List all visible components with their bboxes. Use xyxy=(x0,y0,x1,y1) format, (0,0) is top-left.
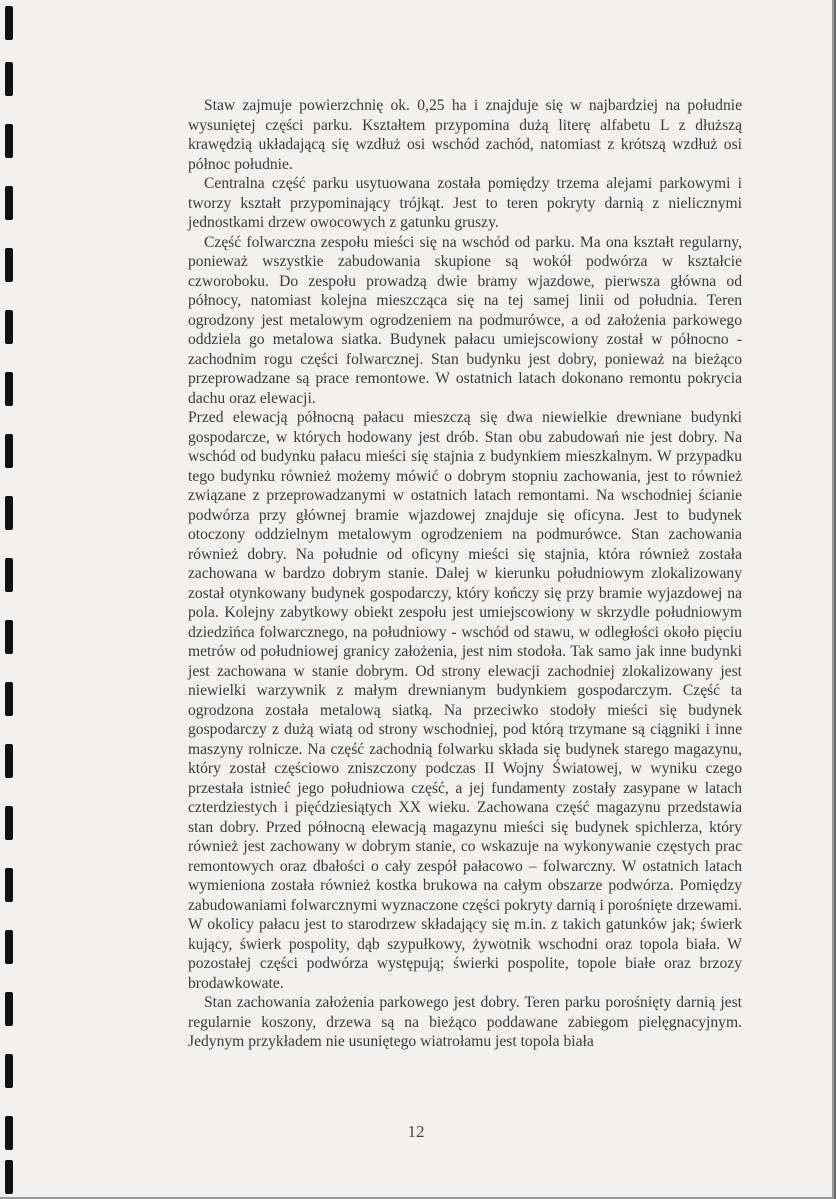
paragraph: Staw zajmuje powierzchnię ok. 0,25 ha i znajduje się w najbardziej na południe wysuniętej części parku. Kształtem przypomina dużą literę alfabetu L z dłuższą krawędzią układającą się wzdłuż osi wschód zachód, natomiast z krótszą wzdłuż osi północ południe. xyxy=(188,97,742,173)
binding-hole xyxy=(5,992,13,1026)
paragraph: Część folwarczna zespołu mieści się na wschód od parku. Ma ona kształt regularny, ponieważ wszystkie zabudowania skupione są wokół podwórza w kształcie czworoboku. Do zespołu prowadzą dwie bramy wjazdowe, pierwsza główna od północy, natomiast kolejna mieszcząca się na tej samej linii od południa. Teren ogrodzony jest metalowym ogrodzeniem na podmurówce, a od założenia parkowego oddziela go metalowa siatka. Budynek pałacu umiejscowiony został w północno - zachodnim rogu części folwarcznej. Stan budynku jest dobry, ponieważ na bieżąco przeprowadzane są prace remontowe. W ostatnich latach dokonano remontu pokrycia dachu oraz elewacji. xyxy=(188,233,742,407)
paragraph: Centralna część parku usytuowana została pomiędzy trzema alejami parkowymi i tworzy kształt przypominający trójkąt. Jest to teren pokryty darnią z nielicznymi jednostkami drzew owocowych z gatunku gruszy. xyxy=(188,175,742,231)
binding-hole xyxy=(5,496,13,530)
paragraph: Stan zachowania założenia parkowego jest dobry. Teren parku porośnięty darnią jest regularnie koszony, drzewa są na bieżąco poddawane zabiegom pielęgnacyjnym. Jedynym przykładem nie usuniętego wiatrołamu jest topola biała xyxy=(188,994,742,1050)
binding-hole xyxy=(5,682,13,716)
binding-hole xyxy=(5,310,13,344)
binding-hole xyxy=(5,558,13,592)
binding-hole xyxy=(5,372,13,406)
binding-hole xyxy=(5,248,13,282)
binding-hole xyxy=(5,6,13,40)
binding-hole xyxy=(5,868,13,902)
binding-holes xyxy=(0,0,20,1199)
binding-hole xyxy=(5,186,13,220)
binding-hole xyxy=(5,124,13,158)
binding-hole xyxy=(5,62,13,96)
binding-hole xyxy=(5,806,13,840)
binding-hole xyxy=(5,620,13,654)
binding-hole xyxy=(5,434,13,468)
binding-hole xyxy=(5,930,13,964)
binding-hole xyxy=(5,1160,13,1194)
body-text xyxy=(188,96,742,1052)
binding-hole xyxy=(5,744,13,778)
paragraph: Przed elewacją północną pałacu mieszczą się dwa niewielkie drewniane budynki gospodarcze, w których hodowany jest drób. Stan obu zabudowań nie jest dobry. Na wschód od budynku pałacu mieści się stajnia z budynkiem mieszkalnym. W przypadku tego budynku również możemy mówić o dobrym stopniu zachowania, jest to również związane z przeprowadzanymi w ostatnich latach remontami. Na wschodniej ścianie podwórza przy głównej bramie wjazdowej znajduje się oficyna. Jest to budynek otoczony oddzielnym metalowym ogrodzeniem na podmurówce. Stan zachowania również dobry. Na południe od oficyny mieści się stajnia, która również została zachowana w bardzo dobrym stanie. Dalej w kierunku południowym zlokalizowany został otynkowany budynek gospodarczy, który kończy się przy bramie wyjazdowej na pola. Kolejny zabytkowy obiekt zespołu jest umiejscowiony w skrzydle południowym dziedzińca folwarcznego, na południowy - wschód od stawu, w odległości około pięciu metrów od południowej granicy założenia, jest nim stodoła. Tak samo jak inne budynki jest zachowana w stanie dobrym. Od strony elewacji zachodniej zlokalizowany jest niewielki warzywnik z małym drewnianym budynkiem gospodarczym. Część ta ogrodzona została metalową siatką. Na przeciwko stodoły mieści się budynek gospodarczy z dużą wiatą od strony wschodniej, pod którą trzymane są ciągniki i inne maszyny rolnicze. Na część zachodnią folwarku składa się budynek starego magazynu, który został częściowo zniszczony podczas II Wojny Światowej, w wyniku czego przestała istnieć jego południowa część, a jej fundamenty zostały zasypane w latach czterdziestych i pięćdziesiątych XX wieku. Zachowana część magazynu przedstawia stan dobry. Przed północną elewacją magazynu mieści się budynek spichlerza, który również jest zachowany w dobrym stanie, co wskazuje na wykonywanie częstych prac remontowych oraz dbałości o cały zespół pałacowo – folwarczny. W ostatnich latach wymieniona została również kostka brukowa na całym obszarze podwórza. Pomiędzy zabudowaniami folwarcznymi wyznaczone części pokryty darnią i porośnięte drzewami. W okolicy pałacu jest to starodrzew składający się m.in. z takich gatunków jak; świerk kujący, świerk pospolity, dąb szypułkowy, żywotnik wschodni oraz topola biała. W pozostałej części podwórza występują; świerki pospolite, topole białe oraz brzozy brodawkowate. xyxy=(188,409,742,992)
page-number: 12 xyxy=(407,1122,425,1141)
binding-hole xyxy=(5,1054,13,1088)
